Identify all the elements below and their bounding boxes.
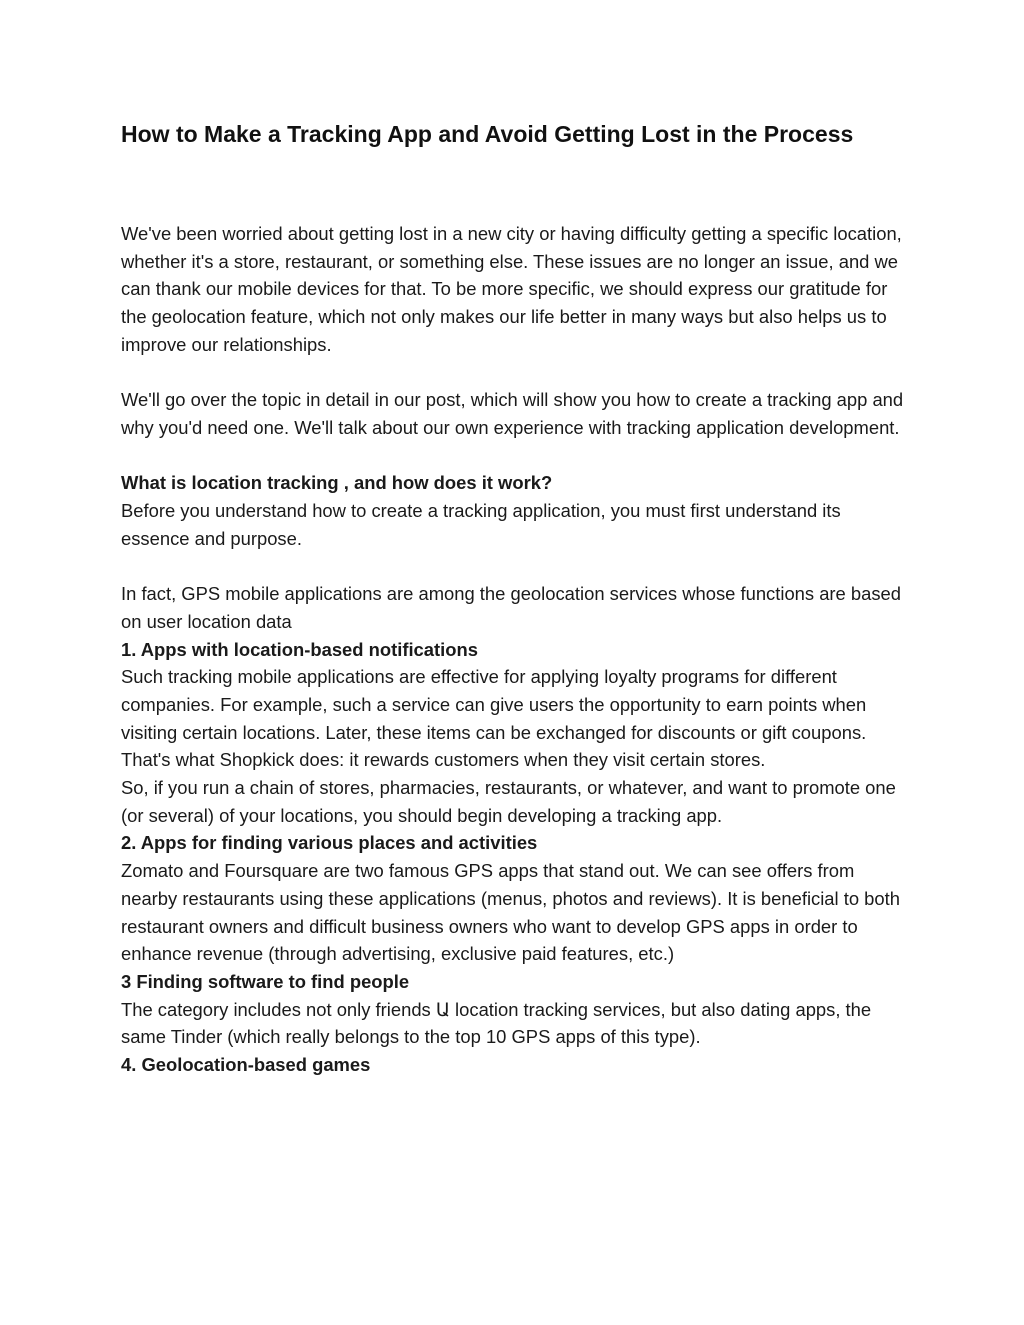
item-3-paragraph: The category includes not only friends Ա location tracking services, but also dating apps, the same Tinder (which really belongs to the top 10 GPS apps of this type). xyxy=(121,998,872,1048)
item-4-heading: 4. Geolocation-based games xyxy=(121,1054,371,1076)
section-heading: What is location tracking , and how does it work? xyxy=(121,472,553,494)
item-1-paragraph-2: So, if you run a chain of stores, pharmacies, restaurants, or whatever, and want to promote one (or several) of your locations, you should begin developing a tracking app. xyxy=(121,777,896,826)
item-3-heading: 3 Finding software to find people xyxy=(121,970,410,992)
paragraph-gap xyxy=(121,359,911,387)
title-spacer xyxy=(121,151,911,220)
item-1-heading: 1. Apps with location-based notifications xyxy=(121,638,478,660)
document-page xyxy=(121,117,911,1079)
paragraph-gap xyxy=(121,442,911,470)
item-1-paragraph-1: Such tracking mobile applications are effective for applying loyalty programs for different companies. For example, such a service can give users the opportunity to earn points when visiting certain locations. Later, these items can be exchanged for discounts or gift coupons. That's what Shopkick does: it rewards customers when they visit certain stores. xyxy=(121,666,867,771)
intro-paragraph-1: We've been worried about getting lost in a new city or having difficulty getting a specific location, whether it's a store, restaurant, or something else. These issues are no longer an issue, and we can thank our mobile devices for that. To be more specific, we should express our gratitude for the geolocation feature, which not only makes our life better in many ways but also helps us to improve our relationships. xyxy=(121,223,902,355)
item-2-heading: 2. Apps for finding various places and activities xyxy=(121,832,538,854)
intro-paragraph-2: We'll go over the topic in detail in our post, which will show you how to create a tracking app and why you'd need one. We'll talk about our own experience with tracking application development. xyxy=(121,389,904,438)
section-paragraph-1: Before you understand how to create a tracking application, you must first understand its essence and purpose. xyxy=(121,500,841,549)
paragraph-gap xyxy=(121,552,911,580)
item-2-paragraph: Zomato and Foursquare are two famous GPS apps that stand out. We can see offers from nearby restaurants using these applications (menus, photos and reviews). It is beneficial to both restaurant owners and difficult business owners who want to develop GPS apps in order to enhance revenue (through advertising, exclusive paid features, etc.) xyxy=(121,860,900,965)
section-paragraph-2: In fact, GPS mobile applications are among the geolocation services whose functions are based on user location data xyxy=(121,583,902,632)
document-title: How to Make a Tracking App and Avoid Getting Lost in the Process xyxy=(121,121,854,147)
